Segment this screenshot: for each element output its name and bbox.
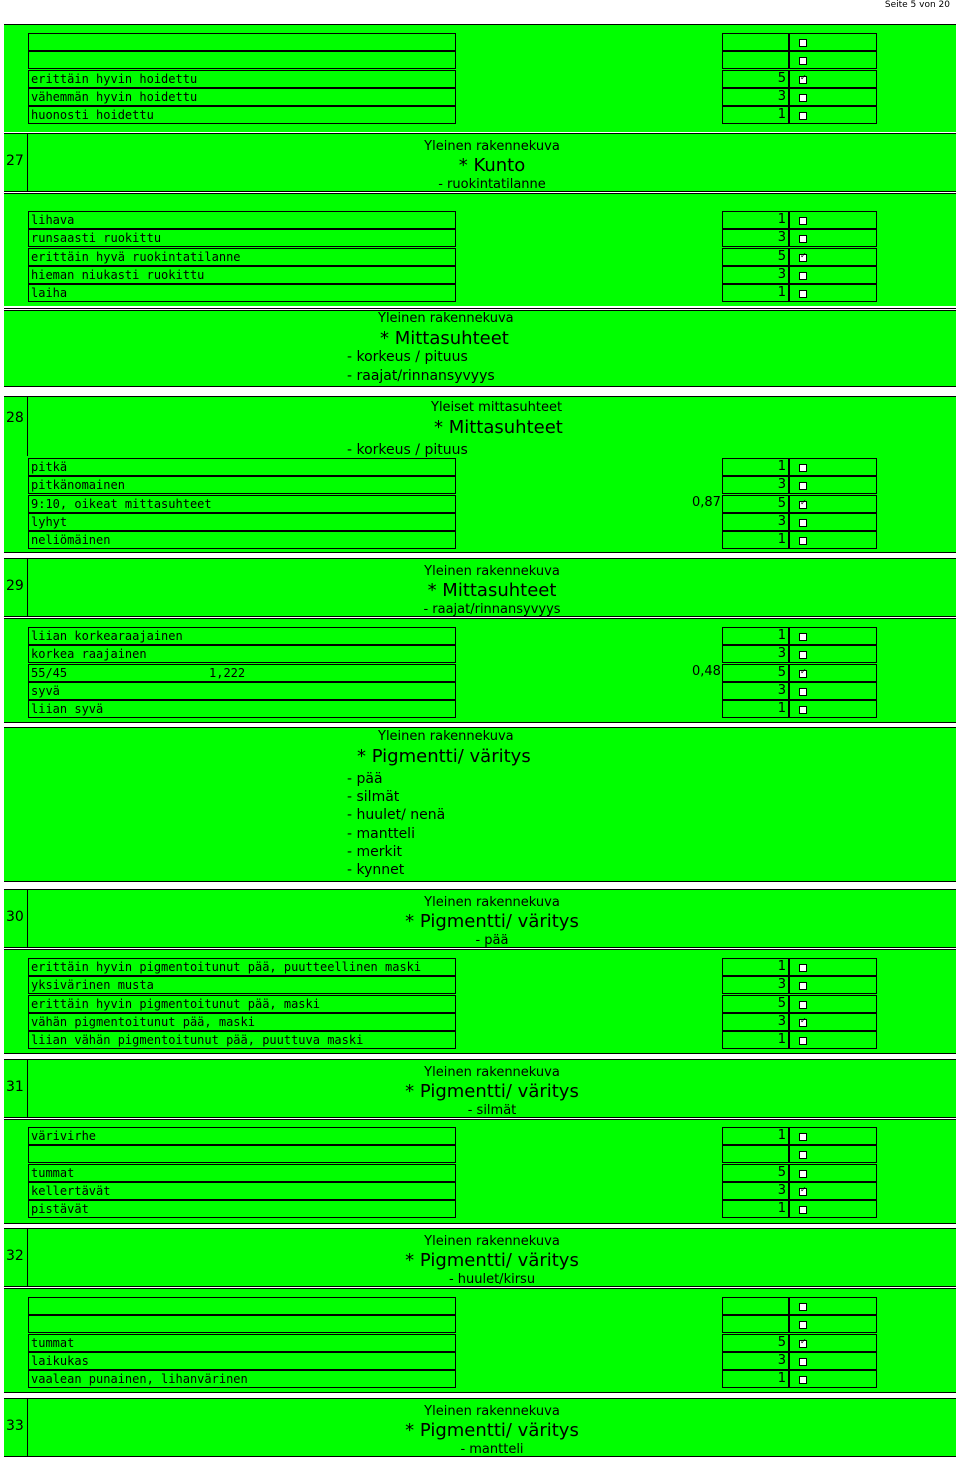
section-33-subtitle: - mantteli (460, 1442, 524, 1457)
section-32-category: Yleinen rakennekuva (424, 1234, 560, 1249)
pig-info-line: - merkit (347, 843, 402, 860)
checkbox-icon[interactable] (799, 519, 807, 527)
ratio-value: 1,222 (209, 665, 246, 680)
section-29-option-label: liian korkearaajainen (28, 627, 456, 645)
row-separator (4, 949, 956, 950)
section-31-option-label: kellertävät (28, 1182, 456, 1200)
pig-info-line: - huulet/ nenä (347, 807, 446, 824)
row-separator (4, 618, 956, 619)
pig-info-line: - pää (347, 771, 383, 787)
section-31-checkbox-cell[interactable] (789, 1182, 877, 1200)
section-27-option-label: lihava (28, 211, 456, 229)
row-separator (4, 722, 956, 723)
section-31-option-label: pistävät (28, 1200, 456, 1218)
section-28-checkbox-cell[interactable] (789, 513, 877, 531)
section-30-score: 5 (722, 995, 789, 1013)
checked-checkbox-icon[interactable] (799, 254, 807, 262)
section-32-option-label: laikukas (28, 1352, 456, 1370)
section-29-option-label: liian syvä (28, 700, 456, 718)
section-29-option-label: korkea raajainen (28, 645, 456, 663)
section-27-checkbox-cell[interactable] (789, 248, 877, 266)
section-31-option-label: värivirhe (28, 1127, 456, 1145)
section-30-score: 3 (722, 976, 789, 994)
section-27-subtitle: - ruokintatilanne (438, 177, 546, 192)
section-28-option-label: lyhyt (28, 513, 456, 531)
checkbox-icon[interactable] (799, 1001, 807, 1009)
section-32-score: 1 (722, 1370, 789, 1388)
section-28-score: 1 (722, 458, 789, 476)
checkbox-icon[interactable] (799, 1170, 807, 1178)
section-27-score: 3 (722, 229, 789, 247)
section-30-checkbox-cell[interactable] (789, 1031, 877, 1049)
section-32-subtitle: - huulet/kirsu (448, 1272, 536, 1287)
checkbox-icon[interactable] (799, 1037, 807, 1045)
section-27-option-label: hieman niukasti ruokittu (28, 266, 456, 284)
section-29-score: 3 (722, 682, 789, 700)
row-separator (4, 616, 956, 617)
checkbox-icon[interactable] (799, 217, 807, 225)
checkbox-icon[interactable] (799, 706, 807, 714)
row-separator (4, 889, 956, 890)
top-option-label (28, 33, 456, 51)
section-31-checkbox-cell[interactable] (789, 1127, 877, 1145)
checkbox-icon[interactable] (799, 1376, 807, 1384)
row-separator (4, 396, 956, 397)
section-27-checkbox-cell[interactable] (789, 266, 877, 284)
mitta-info-title: * Mittasuhteet (380, 328, 509, 349)
checkbox-icon[interactable] (799, 537, 807, 545)
checkbox-icon[interactable] (799, 57, 807, 65)
section-27-checkbox-cell[interactable] (789, 284, 877, 302)
row-separator (4, 947, 956, 948)
section-31-checkbox-cell[interactable] (789, 1200, 877, 1218)
checkbox-icon[interactable] (799, 688, 807, 696)
section-32-checkbox-cell[interactable] (789, 1297, 877, 1315)
section-31-category: Yleinen rakennekuva (424, 1065, 560, 1080)
section-28-score: 5 (722, 495, 789, 513)
checked-checkbox-icon[interactable] (799, 1188, 807, 1196)
checkbox-icon[interactable] (799, 482, 807, 490)
section-30-checkbox-cell[interactable] (789, 995, 877, 1013)
section-32-option-label (28, 1297, 456, 1315)
top-checkbox-cell[interactable] (789, 106, 877, 124)
section-27-score: 5 (722, 248, 789, 266)
section-30-option-label: erittäin hyvin pigmentoitunut pää, maski (28, 995, 456, 1013)
section-27-category: Yleinen rakennekuva (424, 139, 560, 154)
checkbox-icon[interactable] (799, 1358, 807, 1366)
section-32-option-label (28, 1315, 456, 1333)
section-28-option-label: neliömäinen (28, 531, 456, 549)
pig-info-line: - mantteli (347, 825, 415, 842)
row-separator (4, 727, 956, 728)
section-28-number-cell (4, 396, 28, 456)
top-checkbox-cell[interactable] (789, 51, 877, 69)
section-29-score: 1 (722, 627, 789, 645)
checkbox-icon[interactable] (799, 1303, 807, 1311)
section-29-score: 5 (722, 664, 789, 682)
section-33-number: 33 (6, 1418, 24, 1434)
section-32-title: * Pigmentti/ väritys (405, 1250, 579, 1271)
section-33-category: Yleinen rakennekuva (424, 1404, 560, 1419)
section-30-title: * Pigmentti/ väritys (405, 911, 579, 932)
section-30-checkbox-cell[interactable] (789, 958, 877, 976)
checkbox-icon[interactable] (799, 1206, 807, 1214)
section-32-checkbox-cell[interactable] (789, 1370, 877, 1388)
checked-checkbox-icon[interactable] (799, 501, 807, 509)
checked-checkbox-icon[interactable] (799, 76, 807, 84)
section-31-option-label: tummat (28, 1164, 456, 1182)
row-separator (4, 1456, 956, 1457)
section-29-checkbox-cell[interactable] (789, 700, 877, 718)
section-29-measured-value: 0,48 (692, 664, 721, 679)
section-31-checkbox-cell[interactable] (789, 1145, 877, 1163)
row-separator (4, 1392, 956, 1393)
row-separator (4, 881, 956, 882)
section-27-option-label: runsaasti ruokittu (28, 229, 456, 247)
section-28-option-label: pitkä (28, 458, 456, 476)
checkbox-icon[interactable] (799, 290, 807, 298)
row-separator (4, 1228, 956, 1229)
top-option-label: erittäin hyvin hoidettu (28, 70, 456, 88)
section-28-score: 3 (722, 476, 789, 494)
section-28-number: 28 (6, 410, 24, 426)
section-31-score: 1 (722, 1127, 789, 1145)
top-checkbox-cell[interactable] (789, 70, 877, 88)
section-28-option-label: pitkänomainen (28, 476, 456, 494)
mitta-info-category: Yleinen rakennekuva (378, 311, 514, 326)
row-separator (4, 191, 956, 192)
row-separator (4, 1286, 956, 1287)
section-29-title: * Mittasuhteet (427, 580, 557, 601)
section-29-score: 1 (722, 700, 789, 718)
section-28-checkbox-cell[interactable] (789, 458, 877, 476)
section-32-score (722, 1297, 789, 1315)
section-32-checkbox-cell[interactable] (789, 1334, 877, 1352)
section-28-subtitle: - korkeus / pituus (347, 442, 468, 458)
section-27-number: 27 (6, 153, 24, 169)
row-separator (4, 1288, 956, 1289)
checked-checkbox-icon[interactable] (799, 670, 807, 678)
section-28-checkbox-cell[interactable] (789, 495, 877, 513)
top-checkbox-cell[interactable] (789, 33, 877, 51)
checked-checkbox-icon[interactable] (799, 1019, 807, 1027)
section-30-checkbox-cell[interactable] (789, 1013, 877, 1031)
section-27-score: 1 (722, 211, 789, 229)
section-29-checkbox-cell[interactable] (789, 645, 877, 663)
section-28-option-label: 9:10, oikeat mittasuhteet (28, 495, 456, 513)
section-30-checkbox-cell[interactable] (789, 976, 877, 994)
section-31-title: * Pigmentti/ väritys (405, 1081, 579, 1102)
mitta-info-line: - raajat/rinnansyvyys (347, 368, 495, 384)
top-option-label (28, 51, 456, 69)
section-30-score: 1 (722, 958, 789, 976)
checkbox-icon[interactable] (799, 633, 807, 641)
section-30-option-label: erittäin hyvin pigmentoitunut pää, puutteellinen maski (28, 958, 456, 976)
section-27-title: * Kunto (458, 155, 526, 176)
section-31-subtitle: - silmät (467, 1103, 517, 1118)
section-27-option-label: erittäin hyvä ruokintatilanne (28, 248, 456, 266)
section-28-score: 1 (722, 531, 789, 549)
section-28-checkbox-cell[interactable] (789, 476, 877, 494)
section-31-score: 5 (722, 1164, 789, 1182)
top-score: 5 (722, 70, 789, 88)
checkbox-icon[interactable] (799, 651, 807, 659)
top-score: 3 (722, 88, 789, 106)
row-separator (4, 386, 956, 387)
row-separator (4, 133, 956, 134)
pig-info-line: - kynnet (347, 862, 405, 878)
pig-info-title: * Pigmentti/ väritys (357, 746, 531, 767)
section-29-score: 3 (722, 645, 789, 663)
row-separator (4, 1053, 956, 1054)
section-31-score: 1 (722, 1200, 789, 1218)
section-32-number: 32 (6, 1248, 24, 1264)
section-29-option-label: 55/45 1,222 (28, 664, 456, 682)
row-separator (4, 552, 956, 553)
section-33-title: * Pigmentti/ väritys (405, 1420, 579, 1441)
section-30-option-label: yksivärinen musta (28, 976, 456, 994)
section-30-subtitle: - pää (475, 933, 509, 948)
row-separator (4, 310, 956, 311)
checkbox-icon[interactable] (799, 39, 807, 47)
top-checkbox-cell[interactable] (789, 88, 877, 106)
top-score (722, 33, 789, 51)
section-30-score: 3 (722, 1013, 789, 1031)
checkbox-icon[interactable] (799, 1133, 807, 1141)
section-27-checkbox-cell[interactable] (789, 211, 877, 229)
checkbox-icon[interactable] (799, 272, 807, 280)
section-29-checkbox-cell[interactable] (789, 682, 877, 700)
section-29-number: 29 (6, 578, 24, 594)
row-separator (4, 1223, 956, 1224)
section-32-checkbox-cell[interactable] (789, 1315, 877, 1333)
row-separator (4, 1059, 956, 1060)
section-30-score: 1 (722, 1031, 789, 1049)
row-separator (4, 308, 956, 309)
section-32-option-label: tummat (28, 1334, 456, 1352)
page-number-label: Seite 5 von 20 (884, 0, 950, 10)
section-32-score (722, 1315, 789, 1333)
section-29-checkbox-cell[interactable] (789, 627, 877, 645)
section-27-option-label: laiha (28, 284, 456, 302)
section-31-score: 3 (722, 1182, 789, 1200)
section-30-category: Yleinen rakennekuva (424, 895, 560, 910)
section-29-category: Yleinen rakennekuva (424, 564, 560, 579)
row-separator (4, 1117, 956, 1118)
row-separator (4, 24, 956, 25)
section-28-category: Yleiset mittasuhteet (431, 400, 563, 415)
checkbox-icon[interactable] (799, 1321, 807, 1329)
section-32-score: 3 (722, 1352, 789, 1370)
section-30-option-label: vähän pigmentoitunut pää, maski (28, 1013, 456, 1031)
checkbox-icon[interactable] (799, 112, 807, 120)
row-separator (4, 193, 956, 194)
section-29-option-label: syvä (28, 682, 456, 700)
section-28-score: 3 (722, 513, 789, 531)
mitta-info-line: - korkeus / pituus (347, 349, 468, 365)
checkbox-icon[interactable] (799, 235, 807, 243)
section-27-score: 1 (722, 284, 789, 302)
checkbox-icon[interactable] (799, 982, 807, 990)
row-separator (4, 558, 956, 559)
section-28-checkbox-cell[interactable] (789, 531, 877, 549)
section-28-title: * Mittasuhteet (434, 417, 563, 438)
row-separator (4, 1398, 956, 1399)
section-29-checkbox-cell[interactable] (789, 664, 877, 682)
section-30-option-label: liian vähän pigmentoitunut pää, puuttuva maski (28, 1031, 456, 1049)
section-27-score: 3 (722, 266, 789, 284)
section-32-option-label: vaalean punainen, lihanvärinen (28, 1370, 456, 1388)
section-30-number: 30 (6, 909, 24, 925)
checkbox-icon[interactable] (799, 964, 807, 972)
section-31-score (722, 1145, 789, 1163)
top-score: 1 (722, 106, 789, 124)
section-32-checkbox-cell[interactable] (789, 1352, 877, 1370)
section-32-score: 5 (722, 1334, 789, 1352)
section-28-measured-value: 0,87 (692, 495, 721, 510)
checkbox-icon[interactable] (799, 94, 807, 102)
checkbox-icon[interactable] (799, 464, 807, 472)
section-29-subtitle: - raajat/rinnansyvyys (423, 602, 561, 617)
row-separator (4, 1119, 956, 1120)
checked-checkbox-icon[interactable] (799, 1340, 807, 1348)
pig-info-line: - silmät (347, 789, 400, 806)
section-31-checkbox-cell[interactable] (789, 1164, 877, 1182)
checkbox-icon[interactable] (799, 1151, 807, 1159)
pig-info-category: Yleinen rakennekuva (378, 729, 514, 744)
section-31-number: 31 (6, 1079, 24, 1095)
top-option-label: vähemmän hyvin hoidettu (28, 88, 456, 106)
top-option-label: huonosti hoidettu (28, 106, 456, 124)
section-27-checkbox-cell[interactable] (789, 229, 877, 247)
top-score (722, 51, 789, 69)
section-31-option-label (28, 1145, 456, 1163)
